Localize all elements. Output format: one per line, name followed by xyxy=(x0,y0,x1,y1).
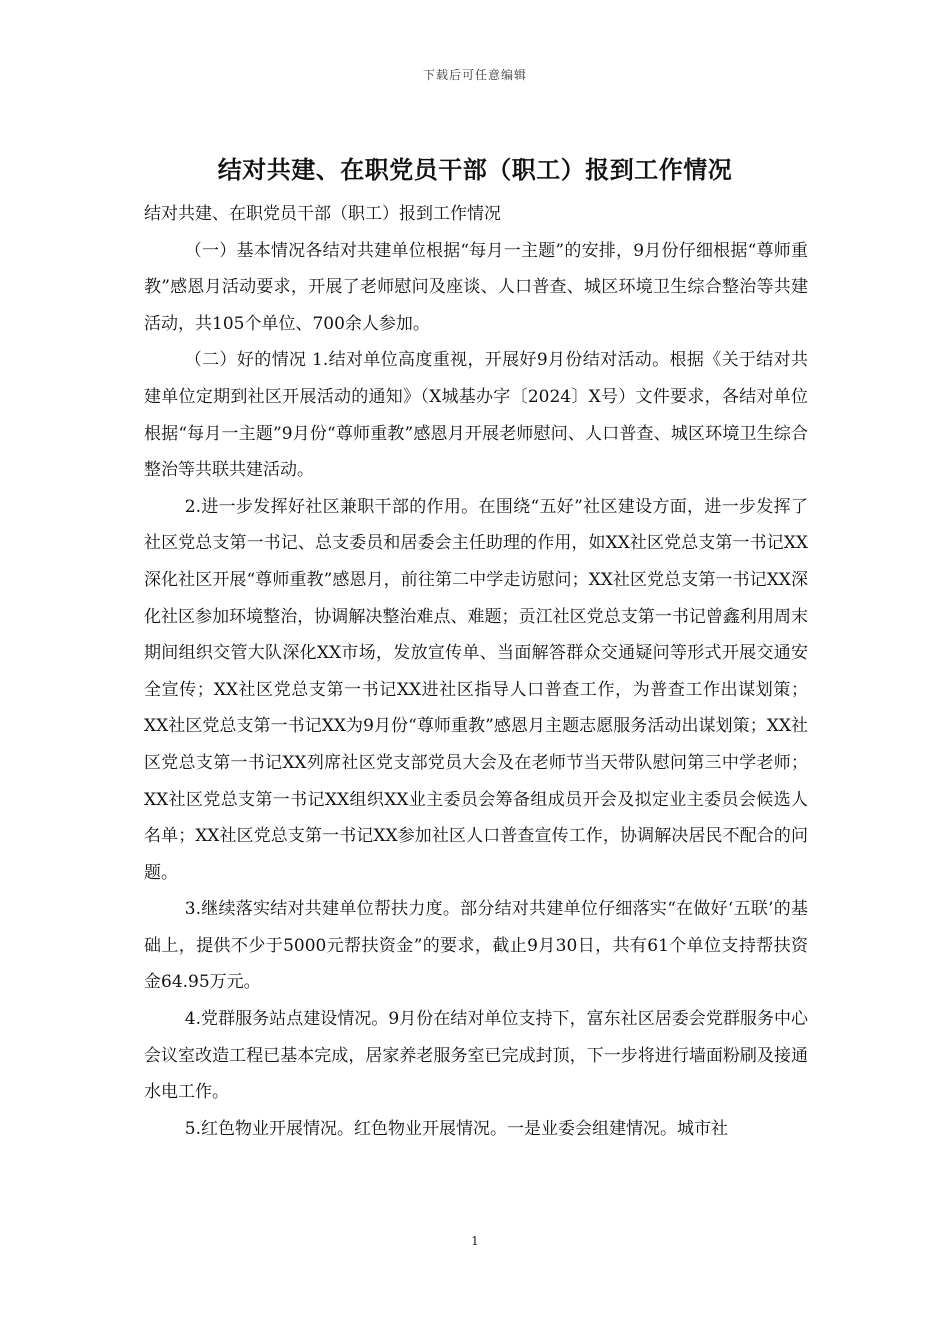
paragraph-basic-situation: （一）基本情况各结对共建单位根据“每月一主题”的安排，9月份仔细根据“尊师重教”感恩月活动要求，开展了老师慰问及座谈、人口普查、城区环境卫生综合整治等共建活动，共105个单位、700余人参加。 xyxy=(144,240,808,334)
paragraph-service-station: 4.党群服务站点建设情况。9月份在结对单位支持下，富东社区居委会党群服务中心会议室改造工程已基本完成，居家养老服务室已完成封顶，下一步将进行墙面粉刷及接通水电工作。 xyxy=(144,1009,808,1103)
paragraph-part-time-cadres: 2.进一步发挥好社区兼职干部的作用。在围绕“五好”社区建设方面，进一步发挥了社区党总支第一书记、总支委员和居委会主任助理的作用，如XX社区党总支第一书记XX深化社区开展“尊师重教”感恩月，前往第二中学走访慰问；XX社区党总支第一书记XX深化社区参加环境整治，协调解决整治难点、难题；贡江社区党总支第一书记曾鑫利用周末期间组织交管大队深化XX市场，发放宣传单、当面解答群众交通疑问等形式开展交通安全宣传；XX社区党总支第一书记XX进社区指导人口普查工作，为普查工作出谋划策；XX社区党总支第一书记XX为9月份“尊师重教”感恩月主题志愿服务活动出谋划策；XX社区党总支第一书记XX列席社区党支部党员大会及在老师节当天带队慰问第三中学老师；XX社区党总支第一书记XX组织XX业主委员会筹备组成员开会及拟定业主委员会候选人名单；XX社区党总支第一书记XX参加社区人口普查宣传工作，协调解决居民不配合的问题。 xyxy=(144,496,808,883)
document-body xyxy=(144,196,808,1147)
paragraph-red-property: 5.红色物业开展情况。红色物业开展情况。一是业委会组建情况。城市社 xyxy=(184,1118,729,1139)
document-title: 结对共建、在职党员干部（职工）报到工作情况 xyxy=(217,155,733,184)
header-note: 下载后可任意编辑 xyxy=(422,68,527,82)
paragraph-subtitle: 结对共建、在职党员干部（职工）报到工作情况 xyxy=(144,204,501,224)
page-number: 1 xyxy=(471,1234,479,1248)
paragraph-good-situation: （二）好的情况 1.结对单位高度重视，开展好9月份结对活动。根据《关于结对共建单位定期到社区开展活动的通知》（X城基办字〔2024〕X号）文件要求，各结对单位根据“每月一主题”9月份“尊师重教”感恩月开展老师慰问、人口普查、城区环境卫生综合整治等共联共建活动。 xyxy=(144,350,808,481)
paragraph-assistance: 3.继续落实结对共建单位帮扶力度。部分结对共建单位仔细落实“在做好‘五联’的基础上，提供不少于5000元帮扶资金”的要求，截止9月30日，共有61个单位支持帮扶资金64.95万元。 xyxy=(144,899,808,993)
